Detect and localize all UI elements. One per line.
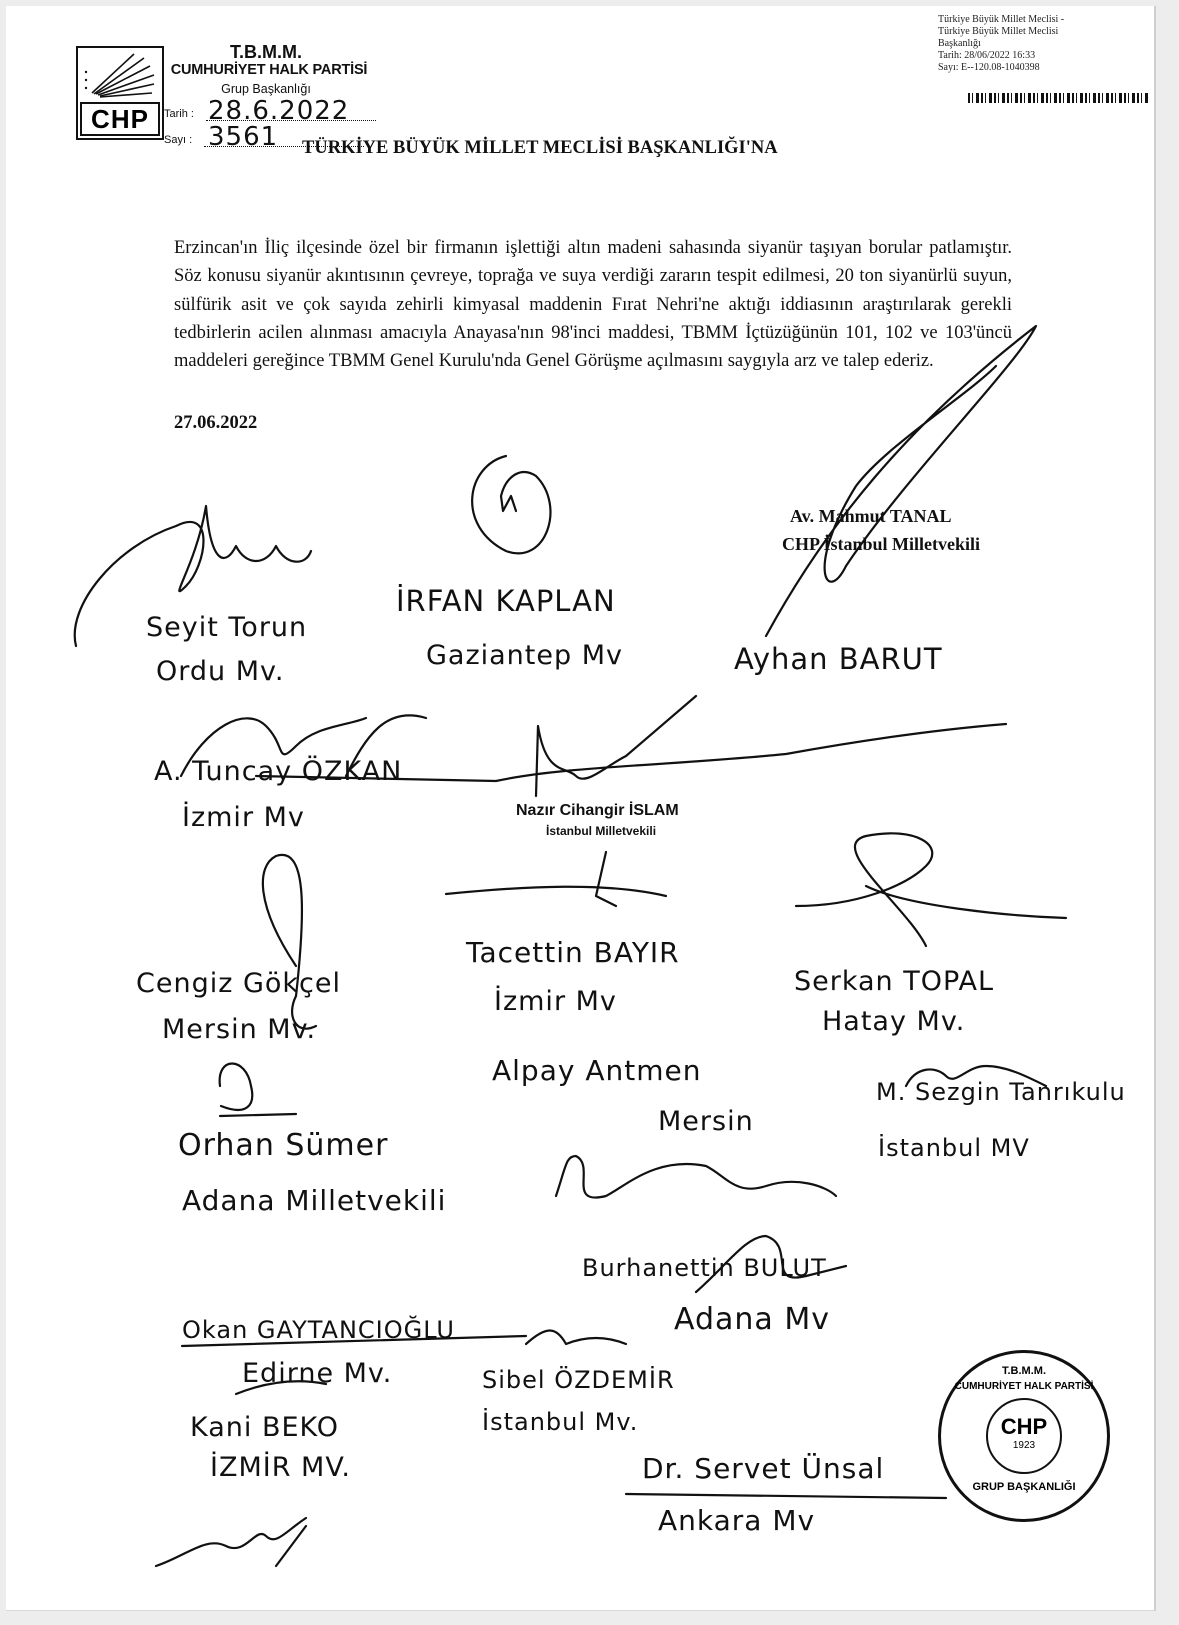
typed-signatory-name: Nazır Cihangir İSLAM <box>516 802 679 819</box>
office-name: Grup Başkanlığı <box>221 82 311 96</box>
addressee-heading: TÜRKİYE BÜYÜK MİLLET MECLİSİ BAŞKANLIĞI'NA <box>302 138 778 158</box>
body-paragraph <box>174 234 1012 375</box>
signature-antmen <box>556 1156 836 1198</box>
signatory-3-name: Ayhan BARUT <box>734 642 943 676</box>
body-text: Erzincan'ın İliç ilçesinde özel bir firmanın işlettiği altın madeni sahasında siyanür taşıyan borular patlamıştır. Söz konusu siyanür akıntısının çevreye, toprağa ve suya verdiği zararın tespit edilmesi, 20 ton siyanürlü suyun, sülfürik asit ve çok sayıda zehirli kimyasal maddenin Fırat Nehri'ne aktığı iddiasının araştırılarak gerekli tedbirlerin acilen alınması amacıyla Anayasa'nın 98'inci maddesi, TBMM İçtüzüğünün 101, 102 ve 103'üncü maddeleri gereğince TBMM Genel Kurulu'nda Genel Görüşme açılmasını saygıyla arz ve talep ederiz. <box>174 238 1012 372</box>
signatory-11-place: Adana Mv <box>674 1302 830 1337</box>
signature-islam <box>446 852 666 906</box>
signatory-10-place: Adana Milletvekili <box>182 1184 447 1217</box>
seal-bottom-text: GRUP BAŞKANLIĞI <box>972 1481 1076 1493</box>
signature-beko <box>156 1518 306 1566</box>
registry-number: Sayı: E--120.08-1040398 <box>938 62 1040 73</box>
signatory-5-name: Cengiz Gökçel <box>136 968 342 999</box>
chp-logo <box>76 46 164 140</box>
number-label: Sayı : <box>164 134 193 146</box>
barcode <box>968 93 1150 103</box>
seal-year: 1923 <box>1012 1440 1036 1451</box>
signature-barut <box>536 696 696 796</box>
signatory-5-place: Mersin Mv. <box>162 1014 317 1045</box>
document-date: 27.06.2022 <box>174 413 258 433</box>
registry-block <box>938 14 1153 74</box>
signatory-6-name: Tacettin BAYIR <box>466 936 680 969</box>
lead-signatory-title: CHP İstanbul Milletvekili <box>782 534 981 554</box>
signatory-2-place: Gaziantep Mv <box>426 640 623 671</box>
signatory-8-place: Mersin <box>658 1106 754 1137</box>
signatory-14-name: Kani BEKO <box>190 1412 340 1443</box>
signatory-10-name: Orhan Sümer <box>178 1128 389 1163</box>
signatory-8-name: Alpay Antmen <box>492 1054 702 1087</box>
logo-text: CHP <box>80 102 160 136</box>
signature-kaplan <box>472 456 550 553</box>
seal-center <box>986 1398 1062 1474</box>
lead-signatory-name: Av. Mahmut TANAL <box>790 506 952 526</box>
signatory-14-place: İZMİR MV. <box>210 1452 351 1483</box>
party-name: CUMHURİYET HALK PARTİSİ <box>170 62 368 78</box>
signatory-15-name: Dr. Servet Ünsal <box>642 1452 885 1485</box>
signatory-15-place: Ankara Mv <box>658 1504 816 1537</box>
document-page <box>6 6 1156 1611</box>
seal-top-text: T.B.M.M. <box>1002 1365 1046 1377</box>
signature-ozdemir <box>526 1331 626 1345</box>
signatory-9-name: M. Sezgin Tanrıkulu <box>876 1078 1126 1106</box>
registry-line3: Başkanlığı <box>938 38 981 49</box>
signatory-4-place: İzmir Mv <box>182 802 305 833</box>
number-handwritten: 3561 <box>208 122 279 152</box>
seal-ring-text: CUMHURİYET HALK PARTİSİ <box>954 1381 1094 1392</box>
date-handwritten: 28.6.2022 <box>208 96 350 126</box>
arrows-emblem-icon <box>80 50 164 102</box>
signatory-4-name: A. Tuncay ÖZKAN <box>154 756 403 787</box>
strike-unsal <box>626 1494 946 1498</box>
signatory-13-place: İstanbul Mv. <box>482 1408 639 1436</box>
signatory-2-name: İRFAN KAPLAN <box>396 584 616 618</box>
signatory-1-place: Ordu Mv. <box>156 656 285 687</box>
date-label: Tarih : <box>164 108 194 120</box>
signature-bayir <box>796 833 1066 946</box>
registry-line2: Türkiye Büyük Millet Meclisi <box>938 26 1059 37</box>
registry-line1: Türkiye Büyük Millet Meclisi - <box>938 14 1065 25</box>
signature-gokcel <box>263 855 316 1029</box>
typed-signatory-title: İstanbul Milletvekili <box>546 824 657 838</box>
assembly-name: T.B.M.M. <box>230 42 302 62</box>
signatory-7-name: Serkan TOPAL <box>794 966 995 997</box>
signatory-12-place: Edirne Mv. <box>242 1358 393 1389</box>
party-seal <box>938 1350 1110 1522</box>
signatory-9-place: İstanbul MV <box>878 1134 1030 1162</box>
signatory-11-name: Burhanettin BULUT <box>582 1254 827 1282</box>
signatory-1-name: Seyit Torun <box>146 612 308 643</box>
signatory-6-place: İzmir Mv <box>494 986 617 1017</box>
signatory-12-name: Okan GAYTANCIOĞLU <box>182 1316 455 1344</box>
signatory-13-name: Sibel ÖZDEMİR <box>482 1366 675 1394</box>
registry-date: Tarih: 28/06/2022 16:33 <box>938 50 1036 61</box>
signature-sumer <box>220 1064 296 1117</box>
signatory-7-place: Hatay Mv. <box>822 1006 966 1037</box>
seal-logo-text: CHP <box>1000 1414 1048 1439</box>
